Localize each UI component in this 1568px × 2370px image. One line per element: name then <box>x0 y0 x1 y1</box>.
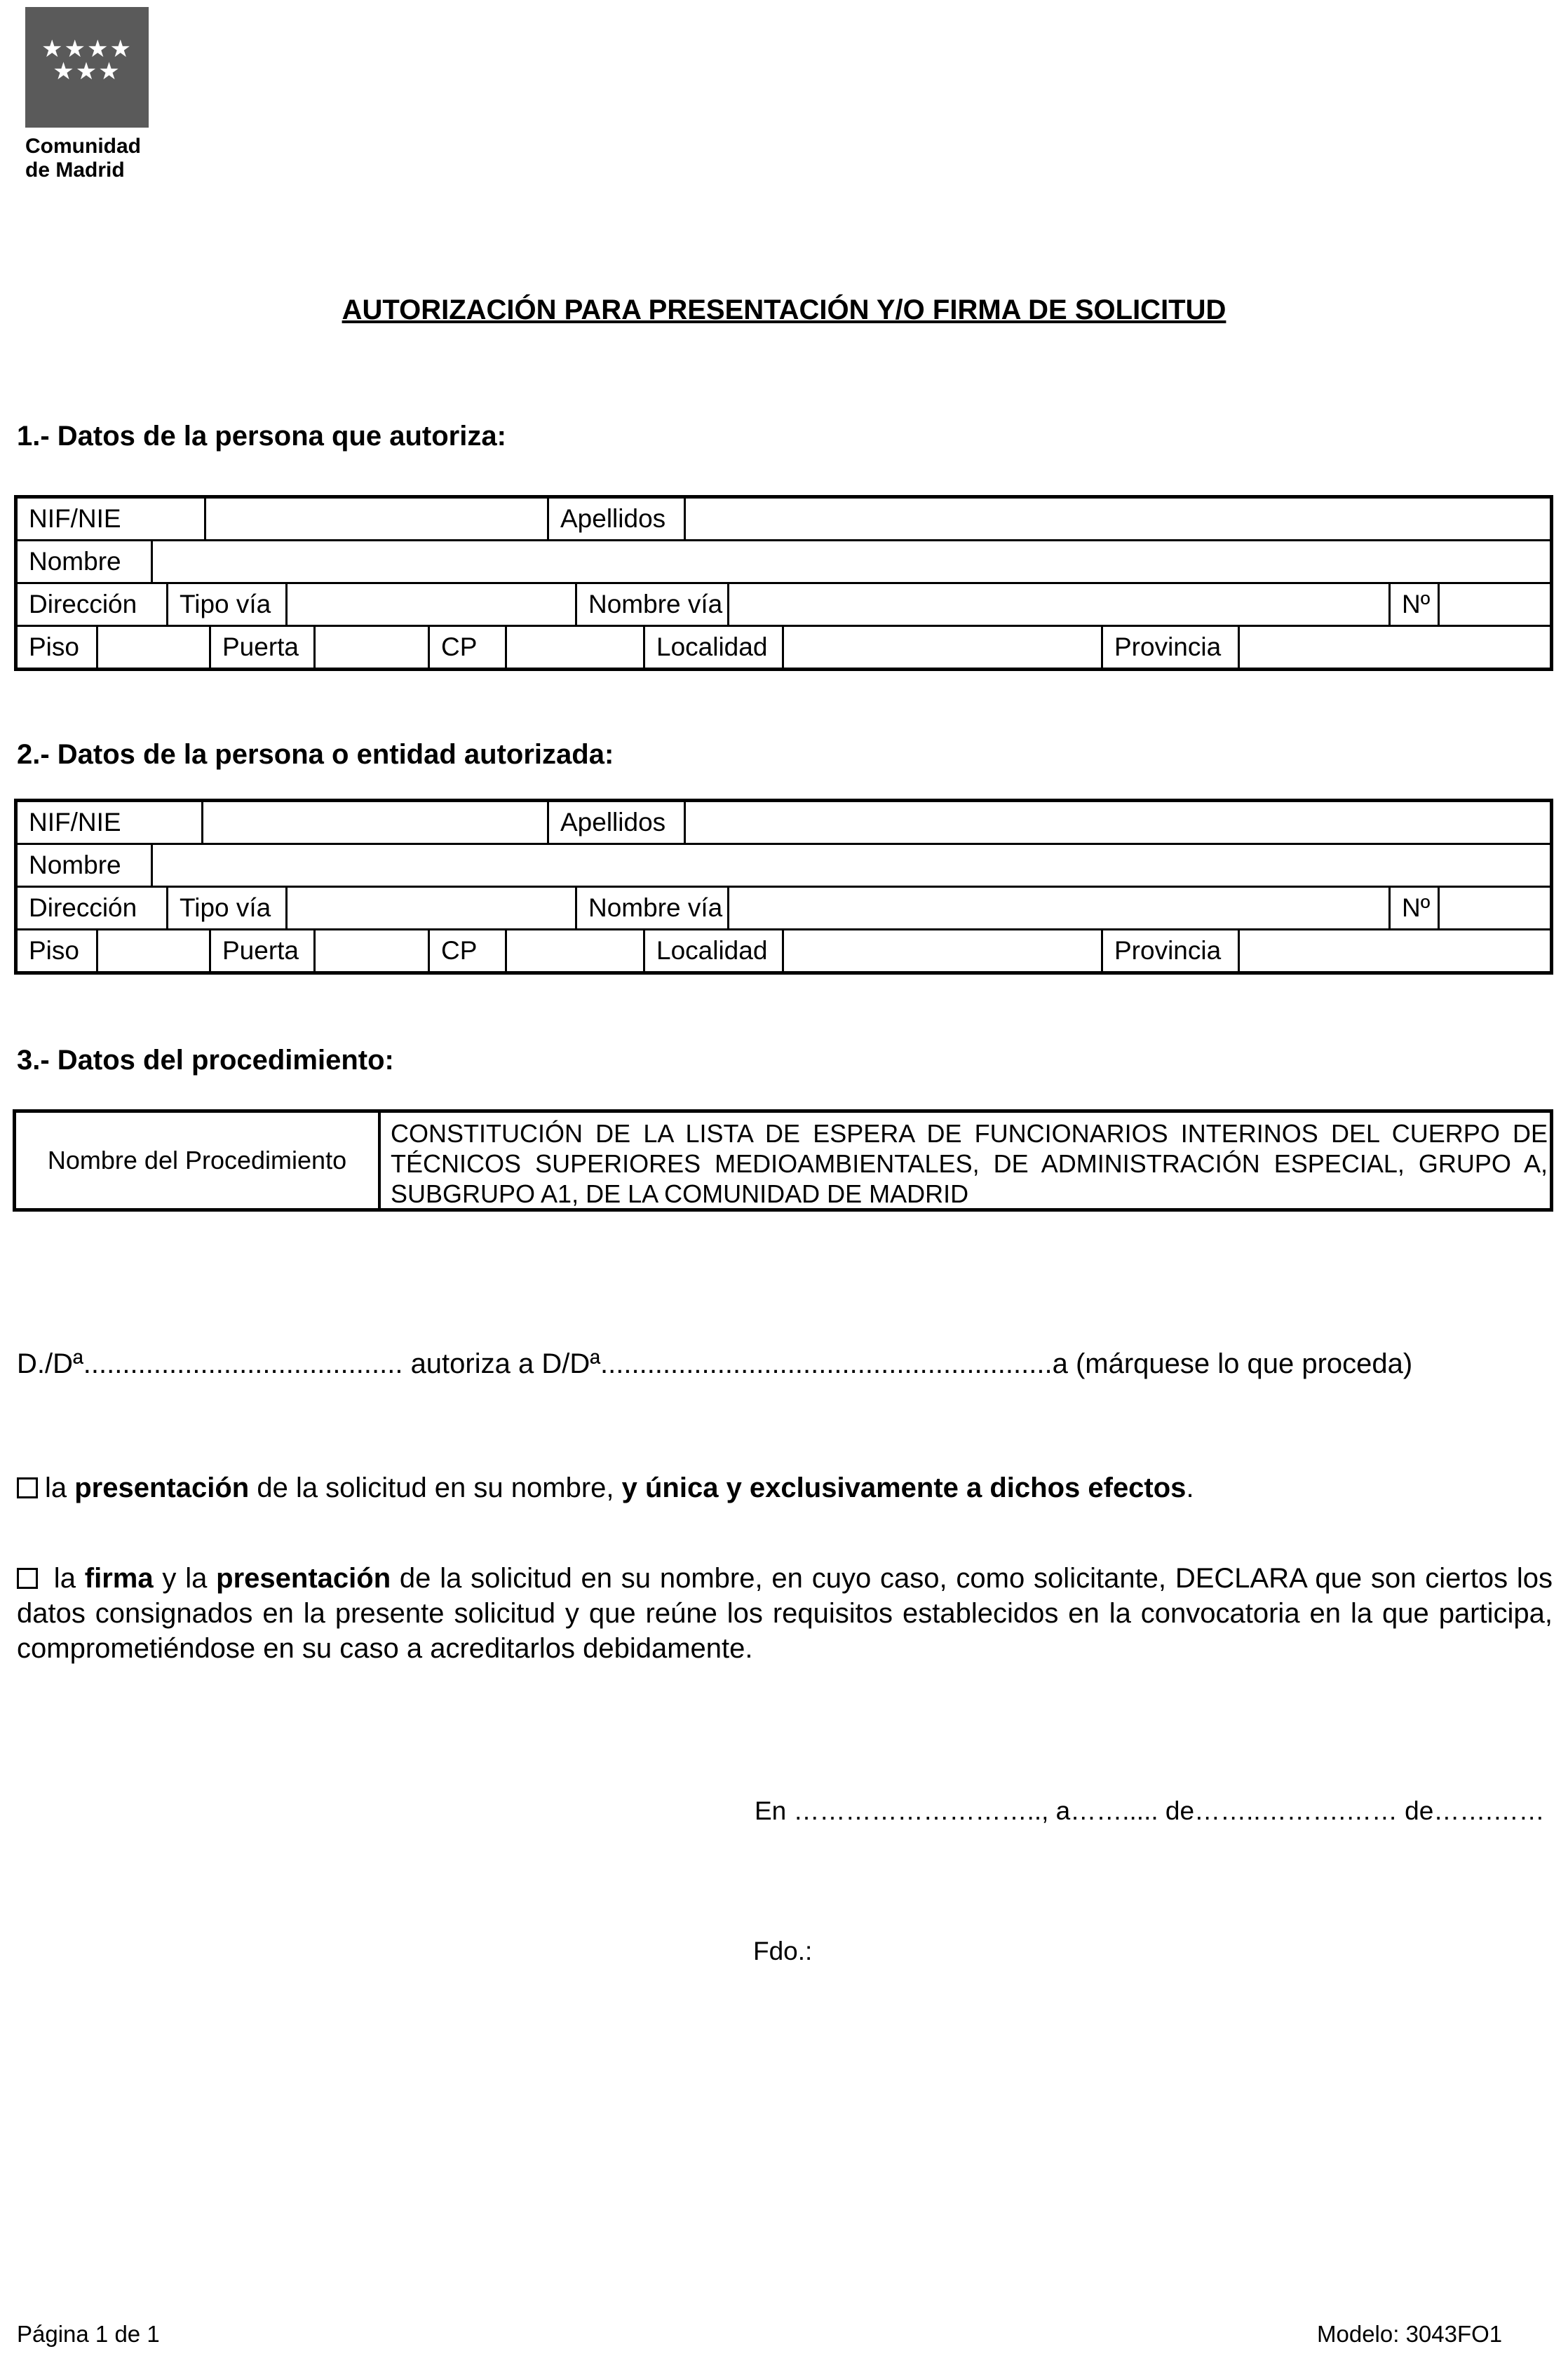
table-row <box>18 802 1550 845</box>
option1-text-1: la <box>45 1472 75 1503</box>
nombre-via-label: Nombre vía <box>588 893 723 922</box>
section1-table <box>14 495 1553 671</box>
numero-field[interactable] <box>1440 584 1550 625</box>
nombre-via-label: Nombre vía <box>588 590 723 618</box>
place-date-line: En ……………………….., a……..... de……..……….…… de…….…… <box>755 1796 1545 1825</box>
numero-label: Nº <box>1402 893 1431 922</box>
provincia-field[interactable] <box>1240 930 1550 971</box>
option1-bold-1: presentación <box>74 1472 250 1503</box>
section2-heading: 2.- Datos de la persona o entidad autorizada: <box>17 739 614 770</box>
nif-field[interactable] <box>206 499 547 539</box>
section1-heading: 1.- Datos de la persona que autoriza: <box>17 421 506 452</box>
provincia-field[interactable] <box>1240 627 1550 668</box>
option1-text-3: . <box>1186 1472 1194 1503</box>
piso-field[interactable] <box>98 930 209 971</box>
signature-line: Fdo.: <box>753 1937 813 1965</box>
numero-field[interactable] <box>1440 888 1550 928</box>
cp-label: CP <box>441 632 478 661</box>
provincia-label: Provincia <box>1114 936 1222 965</box>
option2-text-1: la <box>45 1563 85 1594</box>
localidad-field[interactable] <box>784 930 1101 971</box>
provincia-label: Provincia <box>1114 632 1222 661</box>
section2-table <box>14 799 1553 975</box>
document-title: AUTORIZACIÓN PARA PRESENTACIÓN Y/O FIRMA DE SOLICITUD <box>342 294 1226 325</box>
nombre-via-field[interactable] <box>729 584 1388 625</box>
nif-label: NIF/NIE <box>29 808 121 837</box>
option1-text-2: de la solicitud en su nombre, <box>249 1472 622 1503</box>
procedure-divider <box>378 1113 381 1208</box>
checkbox-firma[interactable] <box>17 1568 38 1589</box>
option2-bold-2: presentación <box>216 1563 391 1594</box>
option2-bold-1: firma <box>84 1563 154 1594</box>
localidad-field[interactable] <box>784 627 1101 668</box>
page-number: Página 1 de 1 <box>17 2321 160 2347</box>
cp-label: CP <box>441 936 478 965</box>
checkbox-presentacion[interactable] <box>17 1477 38 1498</box>
table-row <box>18 627 1550 668</box>
option-presentacion <box>17 1470 1553 1505</box>
logo-text <box>25 135 141 182</box>
table-row <box>18 845 1550 888</box>
table-row <box>18 888 1550 930</box>
apellidos-label: Apellidos <box>560 808 666 837</box>
puerta-field[interactable] <box>316 627 428 668</box>
nombre-field[interactable] <box>153 845 1550 886</box>
apellidos-label: Apellidos <box>560 504 666 533</box>
model-number: Modelo: 3043FO1 <box>1317 2321 1503 2347</box>
nombre-label: Nombre <box>29 547 121 576</box>
piso-label: Piso <box>29 936 79 965</box>
option1-bold-2: y única y exclusivamente a dichos efectos <box>621 1472 1187 1503</box>
cp-field[interactable] <box>507 627 643 668</box>
nombre-via-field[interactable] <box>729 888 1388 928</box>
section3-heading: 3.- Datos del procedimiento: <box>17 1045 394 1076</box>
localidad-label: Localidad <box>656 936 768 965</box>
logo-line-1: Comunidad <box>25 135 141 158</box>
logo-line-2: de Madrid <box>25 158 125 182</box>
tipo-via-field[interactable] <box>288 888 575 928</box>
tipo-via-field[interactable] <box>288 584 575 625</box>
procedure-name: CONSTITUCIÓN DE LA LISTA DE ESPERA DE FUNCIONARIOS INTERINOS DEL CUERPO DE TÉCNICOS SUPERIORES MEDIOAMBIENTALES, DE ADMINISTRACIÓN ESPECIAL, GRUPO A, SUBGRUPO A1, DE LA COMUNIDAD DE MADRID <box>391 1119 1548 1208</box>
direccion-label: Dirección <box>29 590 137 618</box>
puerta-label: Puerta <box>222 632 299 661</box>
option2-text-3: de la solicitud en su nombre, en cuyo caso, como solicitante, DECLARA que son ciertos los datos consignados en la presente solicitud y que reúne los requisitos establecidos en la convocatoria en la que participa, comprometiéndose en su caso a acreditarlos debidamente. <box>17 1563 1553 1664</box>
piso-label: Piso <box>29 632 79 661</box>
piso-field[interactable] <box>98 627 209 668</box>
table-row <box>18 584 1550 627</box>
tipo-via-label: Tipo vía <box>180 893 271 922</box>
numero-label: Nº <box>1402 590 1431 618</box>
apellidos-field[interactable] <box>686 802 1550 843</box>
table-row <box>18 930 1550 971</box>
puerta-field[interactable] <box>316 930 428 971</box>
tipo-via-label: Tipo vía <box>180 590 271 618</box>
procedure-label: Nombre del Procedimiento <box>47 1146 347 1174</box>
puerta-label: Puerta <box>222 936 299 965</box>
nombre-field[interactable] <box>153 541 1550 582</box>
cp-field[interactable] <box>507 930 643 971</box>
nombre-label: Nombre <box>29 851 121 879</box>
procedure-table <box>13 1109 1553 1212</box>
option2-text-2: y la <box>153 1563 217 1594</box>
nif-label: NIF/NIE <box>29 504 121 533</box>
authorization-line: D./Dª......................................... autoriza a D/Dª..........................................................a (márquese lo que proceda) <box>17 1348 1413 1379</box>
direccion-label: Dirección <box>29 893 137 922</box>
localidad-label: Localidad <box>656 632 768 661</box>
apellidos-field[interactable] <box>686 499 1550 539</box>
table-row <box>18 541 1550 584</box>
option-firma-presentacion <box>17 1561 1553 1666</box>
logo-stars-icon: ★★★★ ★★★ <box>41 36 133 85</box>
nif-field[interactable] <box>203 802 547 843</box>
table-row <box>18 499 1550 541</box>
